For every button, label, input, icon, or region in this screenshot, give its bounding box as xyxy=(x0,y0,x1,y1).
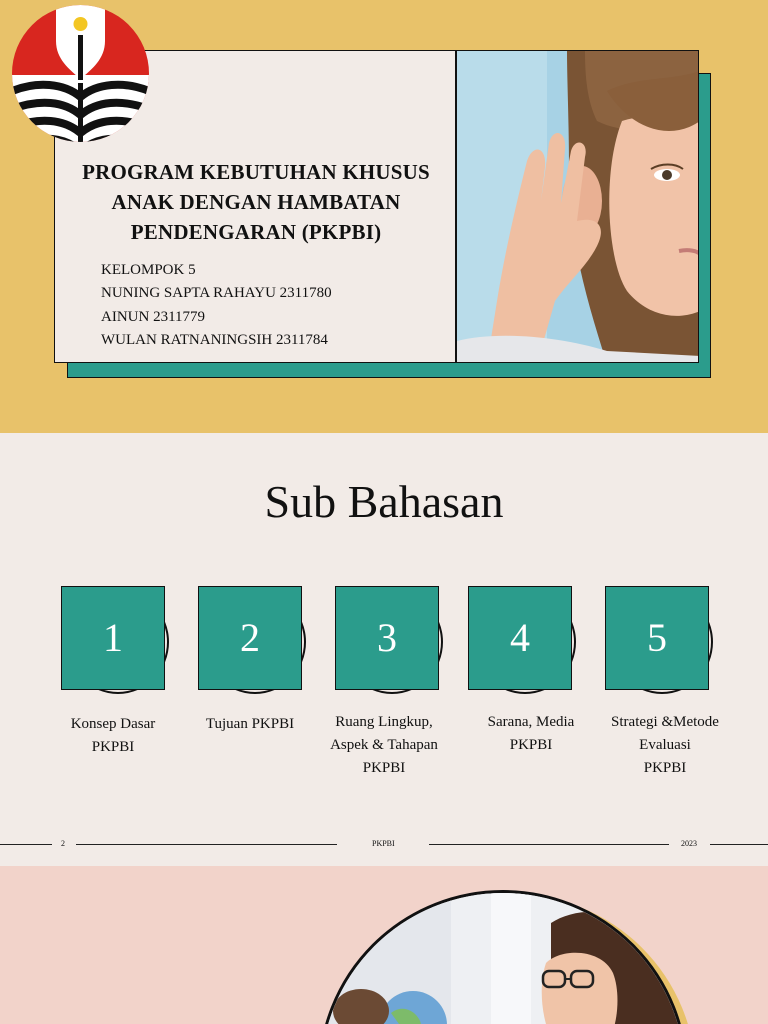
logo-emblem xyxy=(12,5,149,142)
title-slide xyxy=(0,0,768,433)
footer-topic: PKPBI xyxy=(372,839,395,848)
footer-divider xyxy=(0,844,52,845)
sub-topics-slide xyxy=(0,433,768,866)
step-4-label xyxy=(463,711,599,757)
label-line: Sarana, Media xyxy=(487,714,575,730)
slide-title: Sub Bahasan xyxy=(264,476,504,527)
step-number: 1 xyxy=(61,586,165,690)
step-number: 2 xyxy=(198,586,302,690)
footer-divider xyxy=(76,844,337,845)
next-slide-preview xyxy=(0,866,768,1024)
step-2-label xyxy=(182,713,318,736)
label-line: PKPBI xyxy=(362,760,406,776)
step-1-label xyxy=(45,713,181,759)
member-name: AINUN 2311779 xyxy=(101,308,206,325)
label-line: Aspek & Tahapan xyxy=(330,737,438,753)
step-3 xyxy=(335,586,439,690)
label-line: Strategi &Metode xyxy=(611,714,719,730)
university-logo xyxy=(12,5,149,142)
photo-illustration xyxy=(457,51,699,363)
girl-listening-photo xyxy=(456,50,699,363)
group-members xyxy=(101,259,332,352)
member-name: WULAN RATNANINGSIH 2311784 xyxy=(101,331,328,348)
photo-illustration xyxy=(321,893,688,1024)
step-5-label xyxy=(597,711,733,780)
step-number: 3 xyxy=(335,586,439,690)
footer-year: 2023 xyxy=(681,839,697,848)
label-line: PKPBI xyxy=(91,739,135,755)
label-line: PKPBI xyxy=(509,737,553,753)
step-number: 5 xyxy=(605,586,709,690)
label-line: Ruang Lingkup, xyxy=(335,714,433,730)
title-line: PENDENGARAN (PKPBI) xyxy=(130,220,382,244)
label-line: PKPBI xyxy=(643,760,687,776)
footer-divider xyxy=(710,844,768,845)
page-number: 2 xyxy=(61,839,65,848)
footer-divider xyxy=(429,844,669,845)
step-number: 4 xyxy=(468,586,572,690)
title-line: ANAK DENGAN HAMBATAN xyxy=(111,190,401,214)
label-line: Konsep Dasar xyxy=(70,716,156,732)
step-1 xyxy=(61,586,165,690)
label-line: Tujuan PKPBI xyxy=(205,716,295,732)
title-line: PROGRAM KEBUTUHAN KHUSUS xyxy=(82,160,430,184)
presentation-title xyxy=(56,157,456,247)
teacher-photo xyxy=(318,890,688,1024)
label-line: Evaluasi xyxy=(639,737,691,753)
group-label: KELOMPOK 5 xyxy=(101,262,196,278)
step-2 xyxy=(198,586,302,690)
step-4 xyxy=(468,586,572,690)
step-5 xyxy=(605,586,709,690)
step-3-label xyxy=(316,711,452,780)
member-name: NUNING SAPTA RAHAYU 2311780 xyxy=(101,285,332,302)
